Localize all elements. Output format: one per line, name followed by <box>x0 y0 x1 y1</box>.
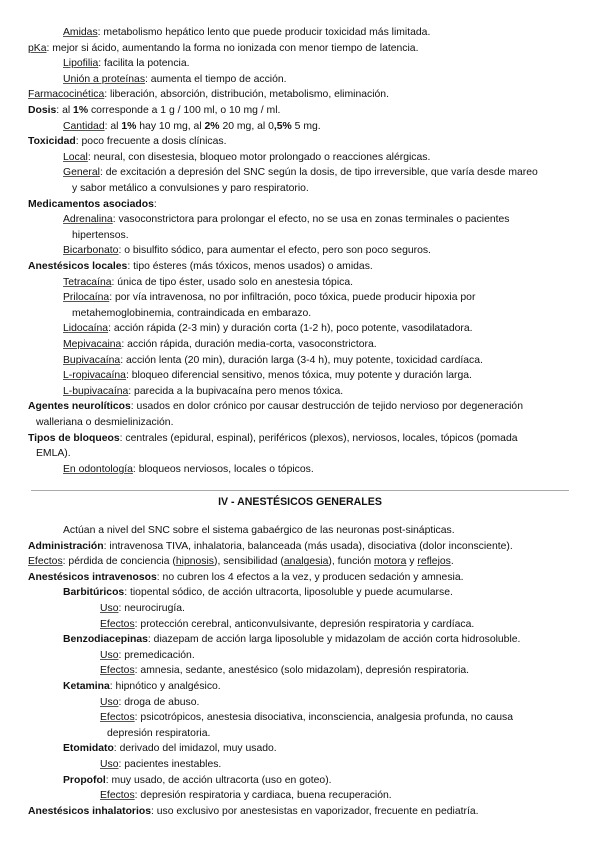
text: : usados en dolor crónico por causar destrucción de tejido nervioso por degeneración <box>130 401 523 413</box>
text-line-continuation <box>72 182 309 196</box>
text-line <box>100 789 392 803</box>
bold-term: Propofol <box>63 774 106 786</box>
text: ), función <box>328 556 375 568</box>
underlined-term: motora <box>374 556 407 568</box>
text: : uso exclusivo por anestesistas en vaporizador, frecuente en pediatría. <box>151 805 479 817</box>
bold-term: Tipos de bloqueos <box>28 432 120 444</box>
bold-term: Anestésicos locales <box>28 261 128 272</box>
bold-term: Barbitúricos <box>63 587 125 599</box>
bold-term: 1% <box>121 120 137 132</box>
text: : al <box>104 120 122 132</box>
text-line <box>63 633 520 647</box>
underlined-term: Mepivacaina <box>63 339 122 350</box>
underlined-term: Efectos <box>100 790 135 802</box>
text-line <box>63 680 221 694</box>
text: : protección cerebral, anticonvulsivante, depresión respiratoria y cardíaca. <box>134 618 475 630</box>
text: : al <box>56 105 74 116</box>
text: : pérdida de conciencia ( <box>62 556 176 568</box>
underlined-term: Uso <box>100 649 119 661</box>
text: : pacientes inestables. <box>118 759 222 770</box>
text: : psicotrópicos, anestesia disociativa, inconsciencia, analgesia profunda, no causa <box>134 712 513 724</box>
underlined-term: Uso <box>100 759 119 770</box>
text: EMLA). <box>36 448 71 460</box>
text-line <box>63 26 430 40</box>
bold-term: Anestésicos intravenosos <box>28 571 157 583</box>
text-line <box>63 369 472 383</box>
text: : bloqueo diferencial sensitivo, menos tóxica, muy potente y duración larga. <box>125 370 472 382</box>
text-line <box>63 322 473 336</box>
bold-term: Etomidato <box>63 743 114 755</box>
text: : parecida a la bupivacaína pero menos tóxica. <box>128 385 344 397</box>
underlined-term: pKa <box>28 42 47 54</box>
text-line <box>63 120 321 134</box>
text-line-continuation <box>36 416 173 430</box>
text-line <box>63 213 510 227</box>
text: : depresión respiratoria y cardiaca, buena recuperación. <box>134 790 392 802</box>
text-line <box>63 463 314 477</box>
text: y <box>406 556 418 568</box>
text-line-continuation <box>72 229 129 243</box>
underlined-term: En odontología <box>63 463 133 475</box>
text: depresión respiratoria. <box>107 727 211 739</box>
text-line <box>28 42 418 56</box>
bold-term: 2% <box>204 120 220 132</box>
text-line <box>63 742 277 756</box>
text-line <box>63 244 431 258</box>
text-line <box>28 104 280 118</box>
text-line <box>63 73 287 87</box>
text: : amnesia, sedante, anestésico (solo midazolam), depresión respiratoria. <box>134 665 470 677</box>
text-line <box>28 88 389 102</box>
text: : <box>153 198 157 210</box>
bold-term: Agentes neurolíticos <box>28 401 131 413</box>
text: 5 mg. <box>291 120 321 132</box>
bold-term: Ketamina <box>63 681 110 692</box>
text-line-continuation <box>36 447 71 461</box>
underlined-term: Amidas <box>63 27 98 38</box>
text: : facilita la potencia. <box>98 58 190 70</box>
text: : tipo ésteres (más tóxicos, menos usados) o amidas. <box>127 261 373 272</box>
text-line <box>63 57 190 71</box>
section-divider <box>31 490 569 491</box>
text: : neural, con disestesia, bloqueo motor prolongado o reacciones alérgicas. <box>87 151 431 163</box>
text: : acción lenta (20 min), duración larga (3-4 h), muy potente, toxicidad cardíaca. <box>120 354 483 366</box>
underlined-term: hipnosis <box>175 556 214 568</box>
text: : neurocirugía. <box>118 603 185 614</box>
text-line <box>63 276 353 290</box>
bold-term: ,5% <box>273 120 292 132</box>
text: : acción rápida (2-3 min) y duración corta (1-2 h), poco potente, vasodilatadora. <box>108 323 473 335</box>
text: : poco frecuente a dosis clínicas. <box>75 136 227 148</box>
text-line <box>100 696 199 710</box>
text: : vasoconstrictora para prolongar el efecto, no se usa en zonas terminales o pacientes <box>112 214 510 226</box>
underlined-term: Unión a proteínas <box>63 73 146 85</box>
underlined-term: Prilocaína <box>63 292 110 304</box>
underlined-term: Efectos <box>100 665 135 677</box>
text-line <box>63 385 343 399</box>
underlined-term: Adrenalina <box>63 214 113 226</box>
text-line <box>100 649 195 663</box>
text-line <box>100 602 185 616</box>
text-line <box>63 151 430 165</box>
text: : única de tipo éster, usado solo en anestesia tópica. <box>111 276 353 288</box>
underlined-term: Lipofilia <box>63 58 99 70</box>
text: : aumenta el tiempo de acción. <box>145 73 287 85</box>
bold-term: Toxicidad <box>28 136 76 148</box>
text: hipertensos. <box>72 229 129 241</box>
text: : bloqueos nerviosos, locales o tópicos. <box>132 463 314 475</box>
underlined-term: Efectos <box>28 556 63 568</box>
text-line <box>63 166 538 180</box>
text: walleriana o desmielinización. <box>36 417 174 428</box>
text-line <box>28 540 513 554</box>
text: : no cubren los 4 efectos a la vez, y producen sedación y amnesia. <box>156 571 464 583</box>
text-line <box>28 198 157 212</box>
text: ), sensibilidad ( <box>214 556 284 568</box>
text-line <box>28 135 226 149</box>
text: : acción rápida, duración media-corta, vasoconstrictora. <box>121 339 377 350</box>
text-line <box>100 664 469 678</box>
text: . <box>450 556 454 568</box>
text-line <box>63 291 475 305</box>
text-line <box>28 805 479 819</box>
bold-term: 1% <box>73 105 89 116</box>
text-line <box>28 571 463 585</box>
bold-term: Anestésicos inhalatorios <box>28 805 151 817</box>
text: : o bisulfito sódico, para aumentar el efecto, pero son poco seguros. <box>118 245 431 257</box>
bold-term: Benzodiacepinas <box>63 634 148 646</box>
text: : por vía intravenosa, no por infiltración, poco tóxica, puede producir hipoxia por <box>109 292 476 304</box>
underlined-term: Efectos <box>100 712 135 724</box>
text-line <box>100 618 474 632</box>
text-line <box>63 586 453 600</box>
text-line <box>63 774 332 788</box>
text-line <box>63 338 377 352</box>
underlined-term: L-ropivacaína <box>63 370 126 382</box>
text-line-continuation <box>107 727 210 741</box>
text: : centrales (epidural, espinal), periféricos (plexos), nerviosos, locales, tópicos (pomada <box>119 432 518 444</box>
underlined-term: Uso <box>100 603 119 614</box>
text: : metabolismo hepático lento que puede producir toxicidad más limitada. <box>97 27 431 38</box>
text: : hipnótico y analgésico. <box>109 681 221 692</box>
text: : muy usado, de acción ultracorta (uso en goteo). <box>105 774 332 786</box>
text-line <box>100 711 513 725</box>
text: : diazepam de acción larga liposoluble y midazolam de acción corta hidrosoluble. <box>147 634 521 646</box>
text-line <box>28 432 518 446</box>
text: : derivado del imidazol, muy usado. <box>113 743 277 755</box>
text-line <box>28 400 523 414</box>
text: Actúan a nivel del SNC sobre el sistema gabaérgico de las neuronas post-sinápticas. <box>63 525 455 536</box>
underlined-term: Cantidad <box>63 120 105 132</box>
text: : droga de abuso. <box>118 696 200 708</box>
text-line <box>28 260 373 274</box>
underlined-term: Bicarbonato <box>63 245 119 257</box>
underlined-term: Bupivacaína <box>63 354 121 366</box>
underlined-term: analgesia <box>283 556 329 568</box>
text-line-continuation <box>72 307 311 321</box>
text: : mejor si ácido, aumentando la forma no ionizada con menor tiempo de latencia. <box>46 42 419 54</box>
bold-term: Administración <box>28 540 104 552</box>
text: : premedicación. <box>118 649 195 661</box>
text: : liberación, absorción, distribución, metabolismo, eliminación. <box>104 89 389 101</box>
text: hay 10 mg, al <box>136 120 205 132</box>
section-heading: IV - ANESTÉSICOS GENERALES <box>218 496 382 508</box>
text-line <box>63 354 483 368</box>
underlined-term: Farmacocinética <box>28 89 105 101</box>
bold-term: Medicamentos asociados <box>28 198 154 210</box>
underlined-term: Tetracaína <box>63 276 112 288</box>
text: : tiopental sódico, de acción ultracorta, liposoluble y puede acumularse. <box>124 587 453 599</box>
text-line <box>28 555 454 569</box>
text-line <box>63 524 455 538</box>
text: y sabor metálico a convulsiones y paro respiratorio. <box>72 183 309 194</box>
underlined-term: General <box>63 167 100 179</box>
underlined-term: L-bupivacaína <box>63 385 129 397</box>
text: 20 mg, al 0 <box>219 120 274 132</box>
text: : intravenosa TIVA, inhalatoria, balanceada (más usada), disociativa (dolor inconsciente). <box>103 540 513 552</box>
underlined-term: Uso <box>100 696 119 708</box>
text: : de excitación a depresión del SNC según la dosis, de tipo irreversible, que varía desde mareo <box>99 167 538 179</box>
underlined-term: Efectos <box>100 618 135 630</box>
underlined-term: Lidocaína <box>63 323 109 335</box>
text-line <box>100 758 221 772</box>
underlined-term: Local <box>63 151 88 163</box>
text: metahemoglobinemia, contraindicada en embarazo. <box>72 307 312 319</box>
text: corresponde a 1 g / 100 ml, o 10 mg / ml. <box>88 105 281 116</box>
bold-term: Dosis <box>28 105 57 116</box>
underlined-term: reflejos <box>417 556 451 568</box>
